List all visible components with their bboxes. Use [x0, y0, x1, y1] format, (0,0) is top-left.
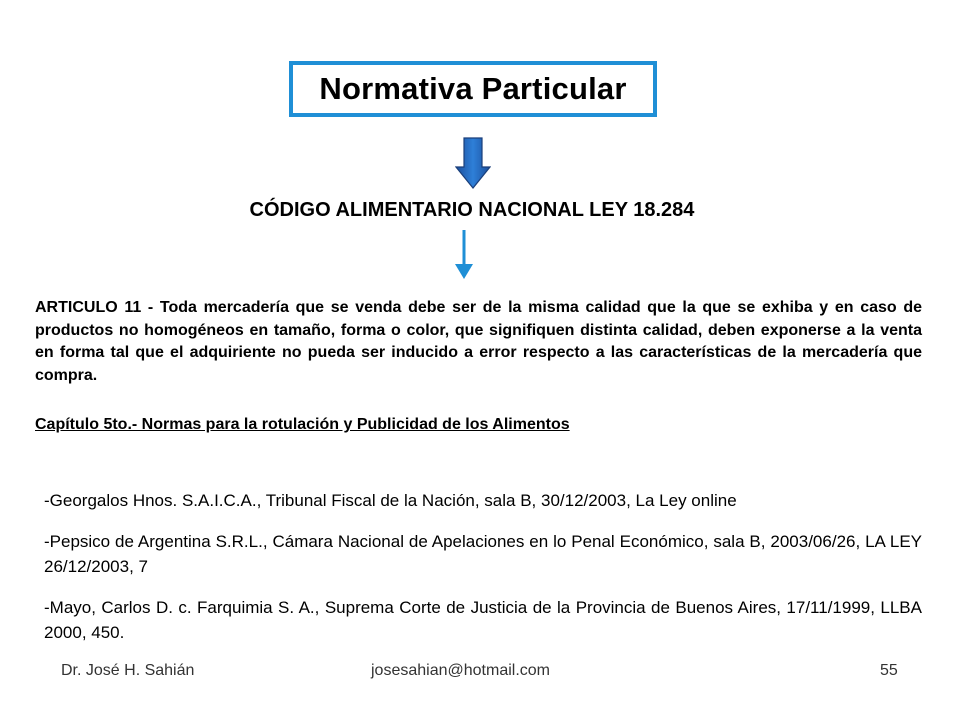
- arrow-down-small-icon: [452, 230, 476, 280]
- references-list: [44, 488, 922, 661]
- code-heading: CÓDIGO ALIMENTARIO NACIONAL LEY 18.284: [249, 199, 695, 221]
- reference-item: -Mayo, Carlos D. c. Farquimia S. A., Suprema Corte de Justicia de la Provincia de Buenos Aires, 17/11/1999, LLBA 2000, 450.: [44, 597, 922, 642]
- chapter-heading: Capítulo 5to.- Normas para la rotulación y Publicidad de los Alimentos: [35, 416, 570, 433]
- arrow-down-icon: [455, 137, 491, 189]
- reference-item: -Pepsico de Argentina S.R.L., Cámara Nacional de Apelaciones en lo Penal Económico, sala B, 2003/06/26, LA LEY 26/12/2003, 7: [44, 531, 922, 576]
- reference-item: -Georgalos Hnos. S.A.I.C.A., Tribunal Fiscal de la Nación, sala B, 30/12/2003, La Ley online: [44, 491, 737, 510]
- article-text: ARTICULO 11 - Toda mercadería que se venda debe ser de la misma calidad que la que se exhiba y en caso de productos no homogéneos en tamaño, forma o color, que signifiquen distinta calidad, deben exponerse a la venta en forma tal que el adquiriente no pueda ser inducido a error respecto a las características de la mercadería que compra.: [35, 299, 922, 384]
- page-title-text: Normativa Particular: [319, 71, 627, 106]
- footer-author: Dr. José H. Sahián: [61, 662, 195, 679]
- page-title: [289, 61, 657, 117]
- footer-email: josesahian@hotmail.com: [371, 662, 550, 679]
- page-number: 55: [880, 662, 898, 679]
